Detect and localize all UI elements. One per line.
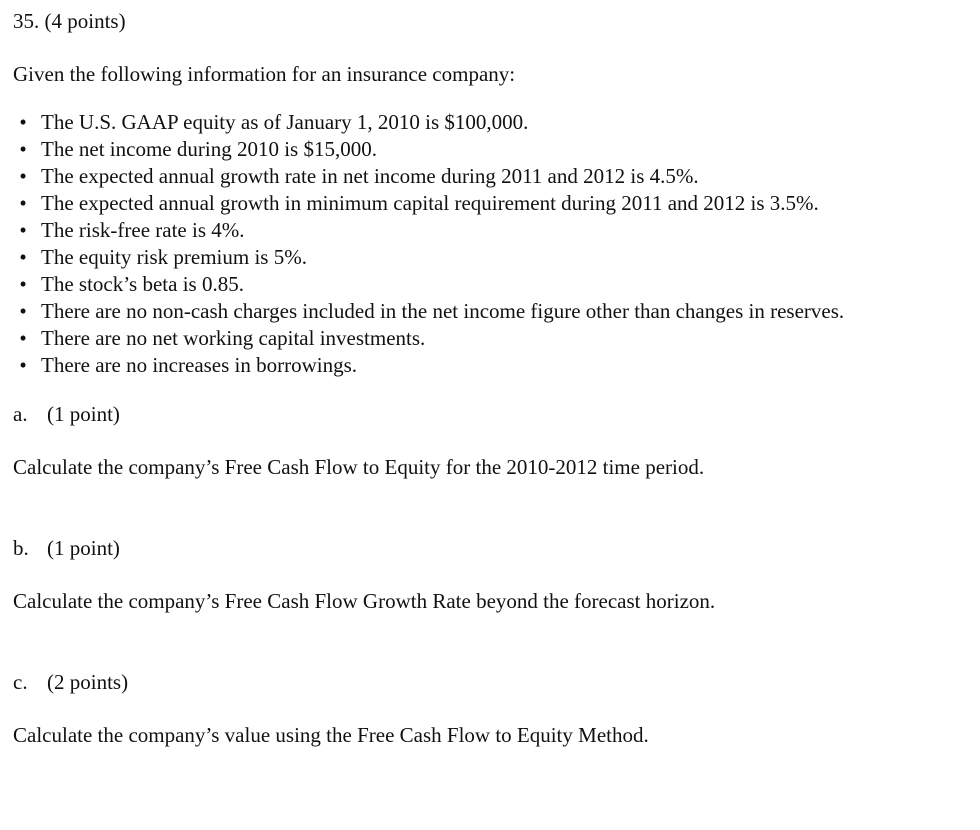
fact-text: The equity risk premium is 5%.: [41, 245, 307, 269]
bullet-icon: •: [19, 164, 27, 188]
list-item: [13, 109, 940, 136]
bullet-icon: •: [19, 299, 27, 323]
part-letter: b.: [13, 536, 29, 560]
fact-text: There are no increases in borrowings.: [41, 353, 358, 377]
list-item: [13, 298, 940, 325]
part-c-question: Calculate the company’s value using the Free Cash Flow to Equity Method.: [13, 723, 649, 747]
bullet-icon: •: [19, 272, 27, 296]
bullet-icon: •: [19, 326, 27, 350]
fact-text: The U.S. GAAP equity as of January 1, 2010 is $100,000.: [41, 110, 529, 134]
list-item: [13, 244, 940, 271]
part-b: [13, 535, 940, 615]
bullet-icon: •: [19, 353, 27, 377]
fact-text: There are no net working capital investments.: [41, 326, 426, 350]
part-points: (1 point): [47, 536, 120, 560]
part-c-label: [13, 669, 940, 696]
question-heading: 35. (4 points): [13, 9, 126, 33]
bullet-icon: •: [19, 137, 27, 161]
fact-text: The net income during 2010 is $15,000.: [41, 137, 377, 161]
part-a: [13, 401, 940, 481]
fact-text: The risk-free rate is 4%.: [41, 218, 245, 242]
fact-text: The expected annual growth rate in net income during 2011 and 2012 is 4.5%.: [41, 164, 699, 188]
list-item: [13, 217, 940, 244]
list-item: [13, 325, 940, 352]
fact-text: There are no non-cash charges included in the net income figure other than changes in reserves.: [41, 299, 845, 323]
bullet-icon: •: [19, 245, 27, 269]
list-item: [13, 190, 940, 217]
bullet-icon: •: [19, 110, 27, 134]
bullet-icon: •: [19, 191, 27, 215]
bullet-icon: •: [19, 218, 27, 242]
part-b-question: Calculate the company’s Free Cash Flow Growth Rate beyond the forecast horizon.: [13, 589, 716, 613]
list-item: [13, 271, 940, 298]
given-information-list: [13, 109, 940, 379]
part-points: (2 points): [47, 670, 129, 694]
part-a-label: [13, 401, 940, 428]
list-item: [13, 352, 940, 379]
question-intro: Given the following information for an insurance company:: [13, 62, 516, 86]
part-points: (1 point): [47, 402, 120, 426]
fact-text: The stock’s beta is 0.85.: [41, 272, 244, 296]
part-letter: a.: [13, 402, 28, 426]
fact-text: The expected annual growth in minimum capital requirement during 2011 and 2012 is 3.5%.: [41, 191, 819, 215]
part-c: [13, 669, 940, 749]
part-b-label: [13, 535, 940, 562]
part-letter: c.: [13, 670, 28, 694]
part-a-question: Calculate the company’s Free Cash Flow to Equity for the 2010-2012 time period.: [13, 455, 705, 479]
list-item: [13, 163, 940, 190]
list-item: [13, 136, 940, 163]
